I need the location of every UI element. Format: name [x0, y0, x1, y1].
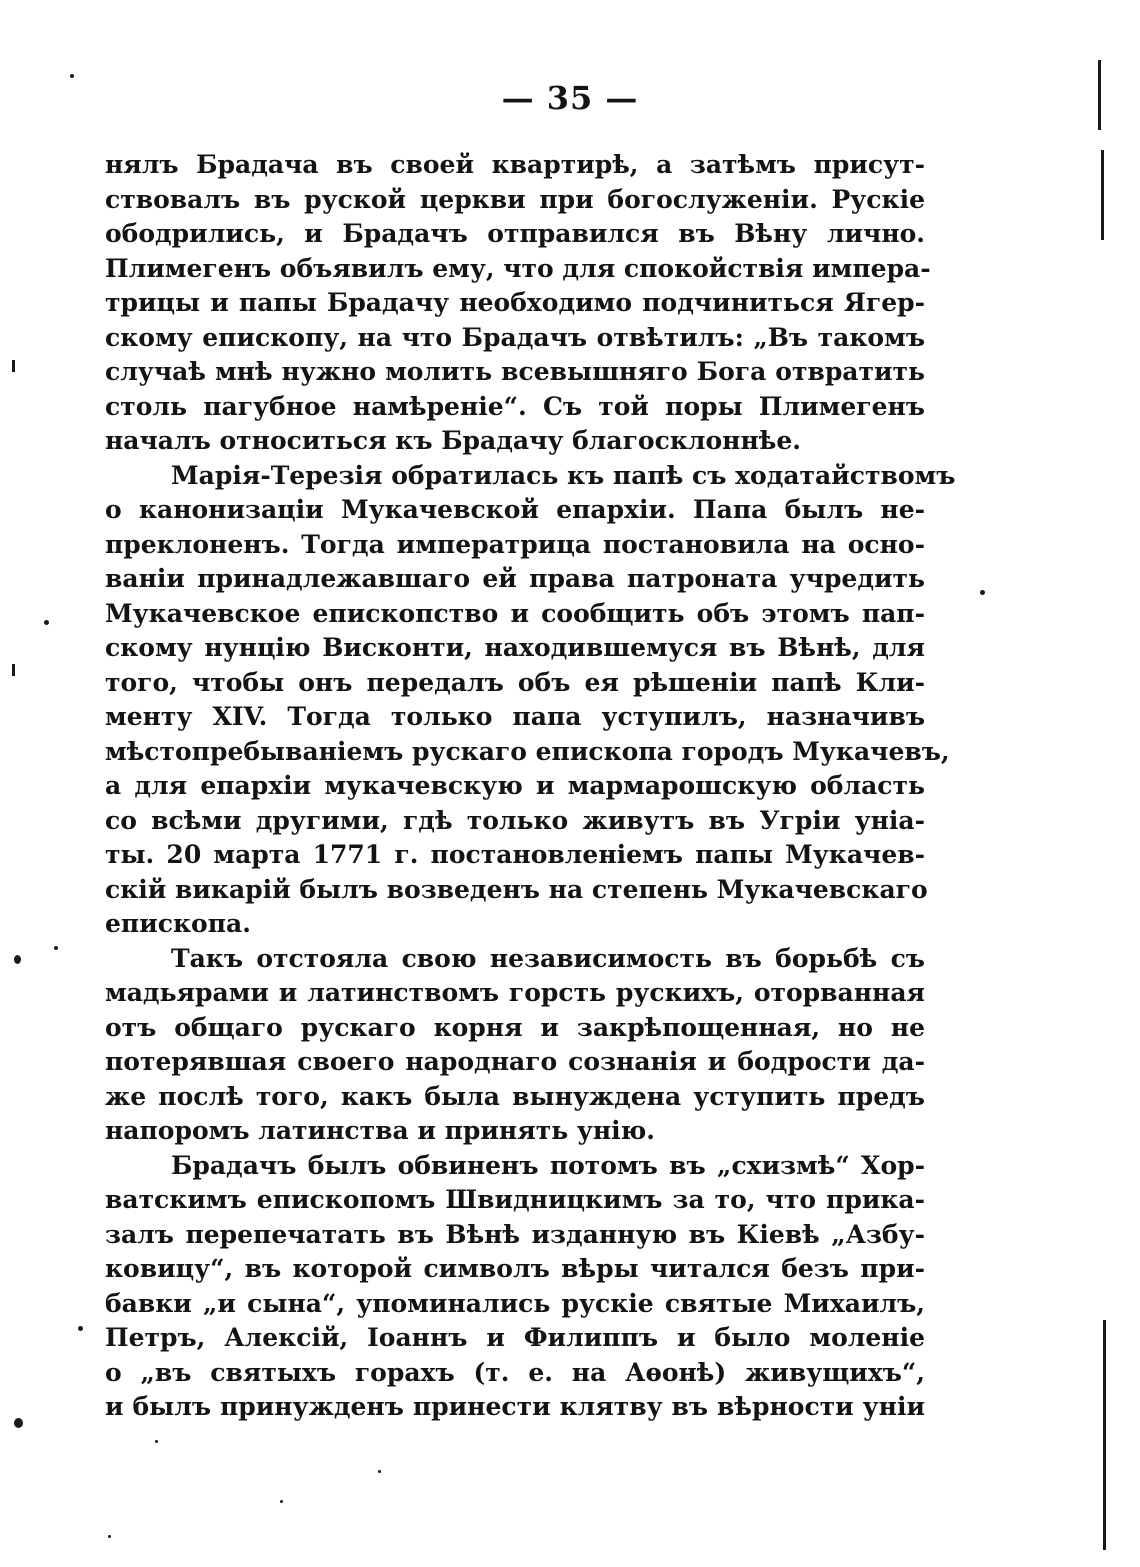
text-line: ты. 20 марта 1771 г. постановленіемъ папы Мукачев-: [105, 840, 925, 869]
text-line: скому епископу, на что Брадачъ отвѣтилъ: „Въ такомъ: [105, 322, 925, 352]
scan-speck: [78, 1326, 83, 1331]
paragraph-1: [105, 148, 931, 459]
scan-edge-mark: [1098, 60, 1101, 130]
text-line: со всѣми другими, гдѣ только живутъ въ Угріи уніа-: [105, 805, 925, 835]
text-line: залъ перепечатать въ Вѣнѣ изданную въ Кіевѣ „Азбу-: [105, 1219, 925, 1249]
text-line: случаѣ мнѣ нужно молить всевышняго Бога отвратить: [105, 357, 925, 386]
text-line: Плимегенъ объявилъ ему, что для спокойствія импера-: [105, 253, 931, 283]
text-line: мѣстопребываніемъ рускаго епископа городъ Мукачевъ,: [105, 736, 950, 766]
text-line: мадьярами и латинствомъ горсть рускихъ, оторванная: [105, 978, 925, 1007]
text-line: ковицу“, въ которой символъ вѣры читался безъ при-: [105, 1254, 925, 1283]
scan-speck: [14, 1418, 23, 1428]
text-line: скому нунцію Висконти, находившемуся въ Вѣнѣ, для: [105, 633, 925, 662]
scan-speck: [108, 1535, 111, 1538]
scan-edge-mark: [12, 360, 15, 372]
text-line: ободрились, и Брадачъ отправился въ Вѣну лично.: [105, 219, 925, 248]
text-line: началъ относиться къ Брадачу благосклоннѣе.: [105, 426, 801, 455]
scan-edge-mark: [1101, 150, 1104, 240]
paragraph-4: [105, 1149, 925, 1425]
text-line: ватскимъ епископомъ Швидницкимъ за то, что прика-: [105, 1185, 925, 1214]
text-line: епископа.: [105, 909, 251, 938]
text-line: же послѣ того, какъ была вынуждена уступить предъ: [105, 1081, 925, 1111]
text-line: скій викарій былъ возведенъ на степень Мукачевскаго: [105, 874, 928, 904]
text-line: Марія-Терезія обратилась къ папѣ съ ходатайствомъ: [171, 460, 956, 490]
scan-speck: [155, 1440, 158, 1443]
text-line: преклоненъ. Тогда императрица постановила на осно-: [105, 529, 925, 559]
text-line: потерявшая своего народнаго сознанія и бодрости да-: [105, 1047, 925, 1076]
text-line: ствовалъ въ руской церкви при богослуженіи. Рускіе: [105, 184, 925, 214]
text-line: напоромъ латинства и принять унію.: [105, 1116, 655, 1145]
text-line: столь пагубное намѣреніе“. Съ той поры Плимегенъ: [105, 391, 925, 421]
text-line: нялъ Брадача въ своей квартирѣ, а затѣмъ присут-: [105, 150, 925, 179]
text-line: трицы и папы Брадачу необходимо подчиниться Ягер-: [105, 288, 925, 317]
scan-edge-mark: [12, 664, 15, 676]
scan-speck: [70, 74, 74, 78]
scan-speck: [378, 1470, 381, 1473]
text-line: о канонизаціи Мукачевской епархіи. Папа былъ не-: [105, 495, 925, 524]
paragraph-2: [105, 459, 956, 942]
body-text: [105, 148, 956, 1425]
text-line: бавки „и сына“, упоминались руcкіе святые Михаилъ,: [105, 1288, 925, 1318]
text-line: менту XIV. Тогда только папа уступилъ, назначивъ: [105, 702, 925, 731]
text-line: о „въ святыхъ горахъ (т. е. на Аѳонѣ) живущихъ“,: [105, 1357, 925, 1387]
scan-speck: [54, 946, 58, 950]
text-line: того, чтобы онъ передалъ объ ея рѣшеніи папѣ Кли-: [105, 667, 925, 697]
scan-speck: [14, 955, 21, 964]
text-line: Мукачевское епископство и сообщить объ этомъ пап-: [105, 598, 925, 628]
text-line: отъ общаго рускаго корня и закрѣпощенная, но не: [105, 1012, 925, 1042]
paragraph-3: [105, 942, 925, 1149]
scan-speck: [44, 620, 49, 625]
scan-speck: [280, 1500, 283, 1503]
text-line: а для епархіи мукачевскую и мармарошскую область: [105, 771, 925, 800]
text-line: Такъ отстояла свою независимость въ борьбѣ съ: [171, 943, 925, 973]
page-number: — 35 —: [501, 79, 639, 117]
text-line: и былъ принужденъ принести клятву въ вѣрности уніи: [105, 1392, 925, 1421]
text-line: Петръ, Алексій, Іоаннъ и Филиппъ и было моленіе: [105, 1323, 925, 1352]
text-line: Брадачъ былъ обвиненъ потомъ въ „схизмѣ“ Хор-: [171, 1150, 925, 1180]
text-line: ваніи принадлежавшаго ей права патроната учредить: [105, 564, 925, 593]
scan-edge-mark: [1103, 1320, 1106, 1550]
scan-speck: [980, 590, 985, 595]
